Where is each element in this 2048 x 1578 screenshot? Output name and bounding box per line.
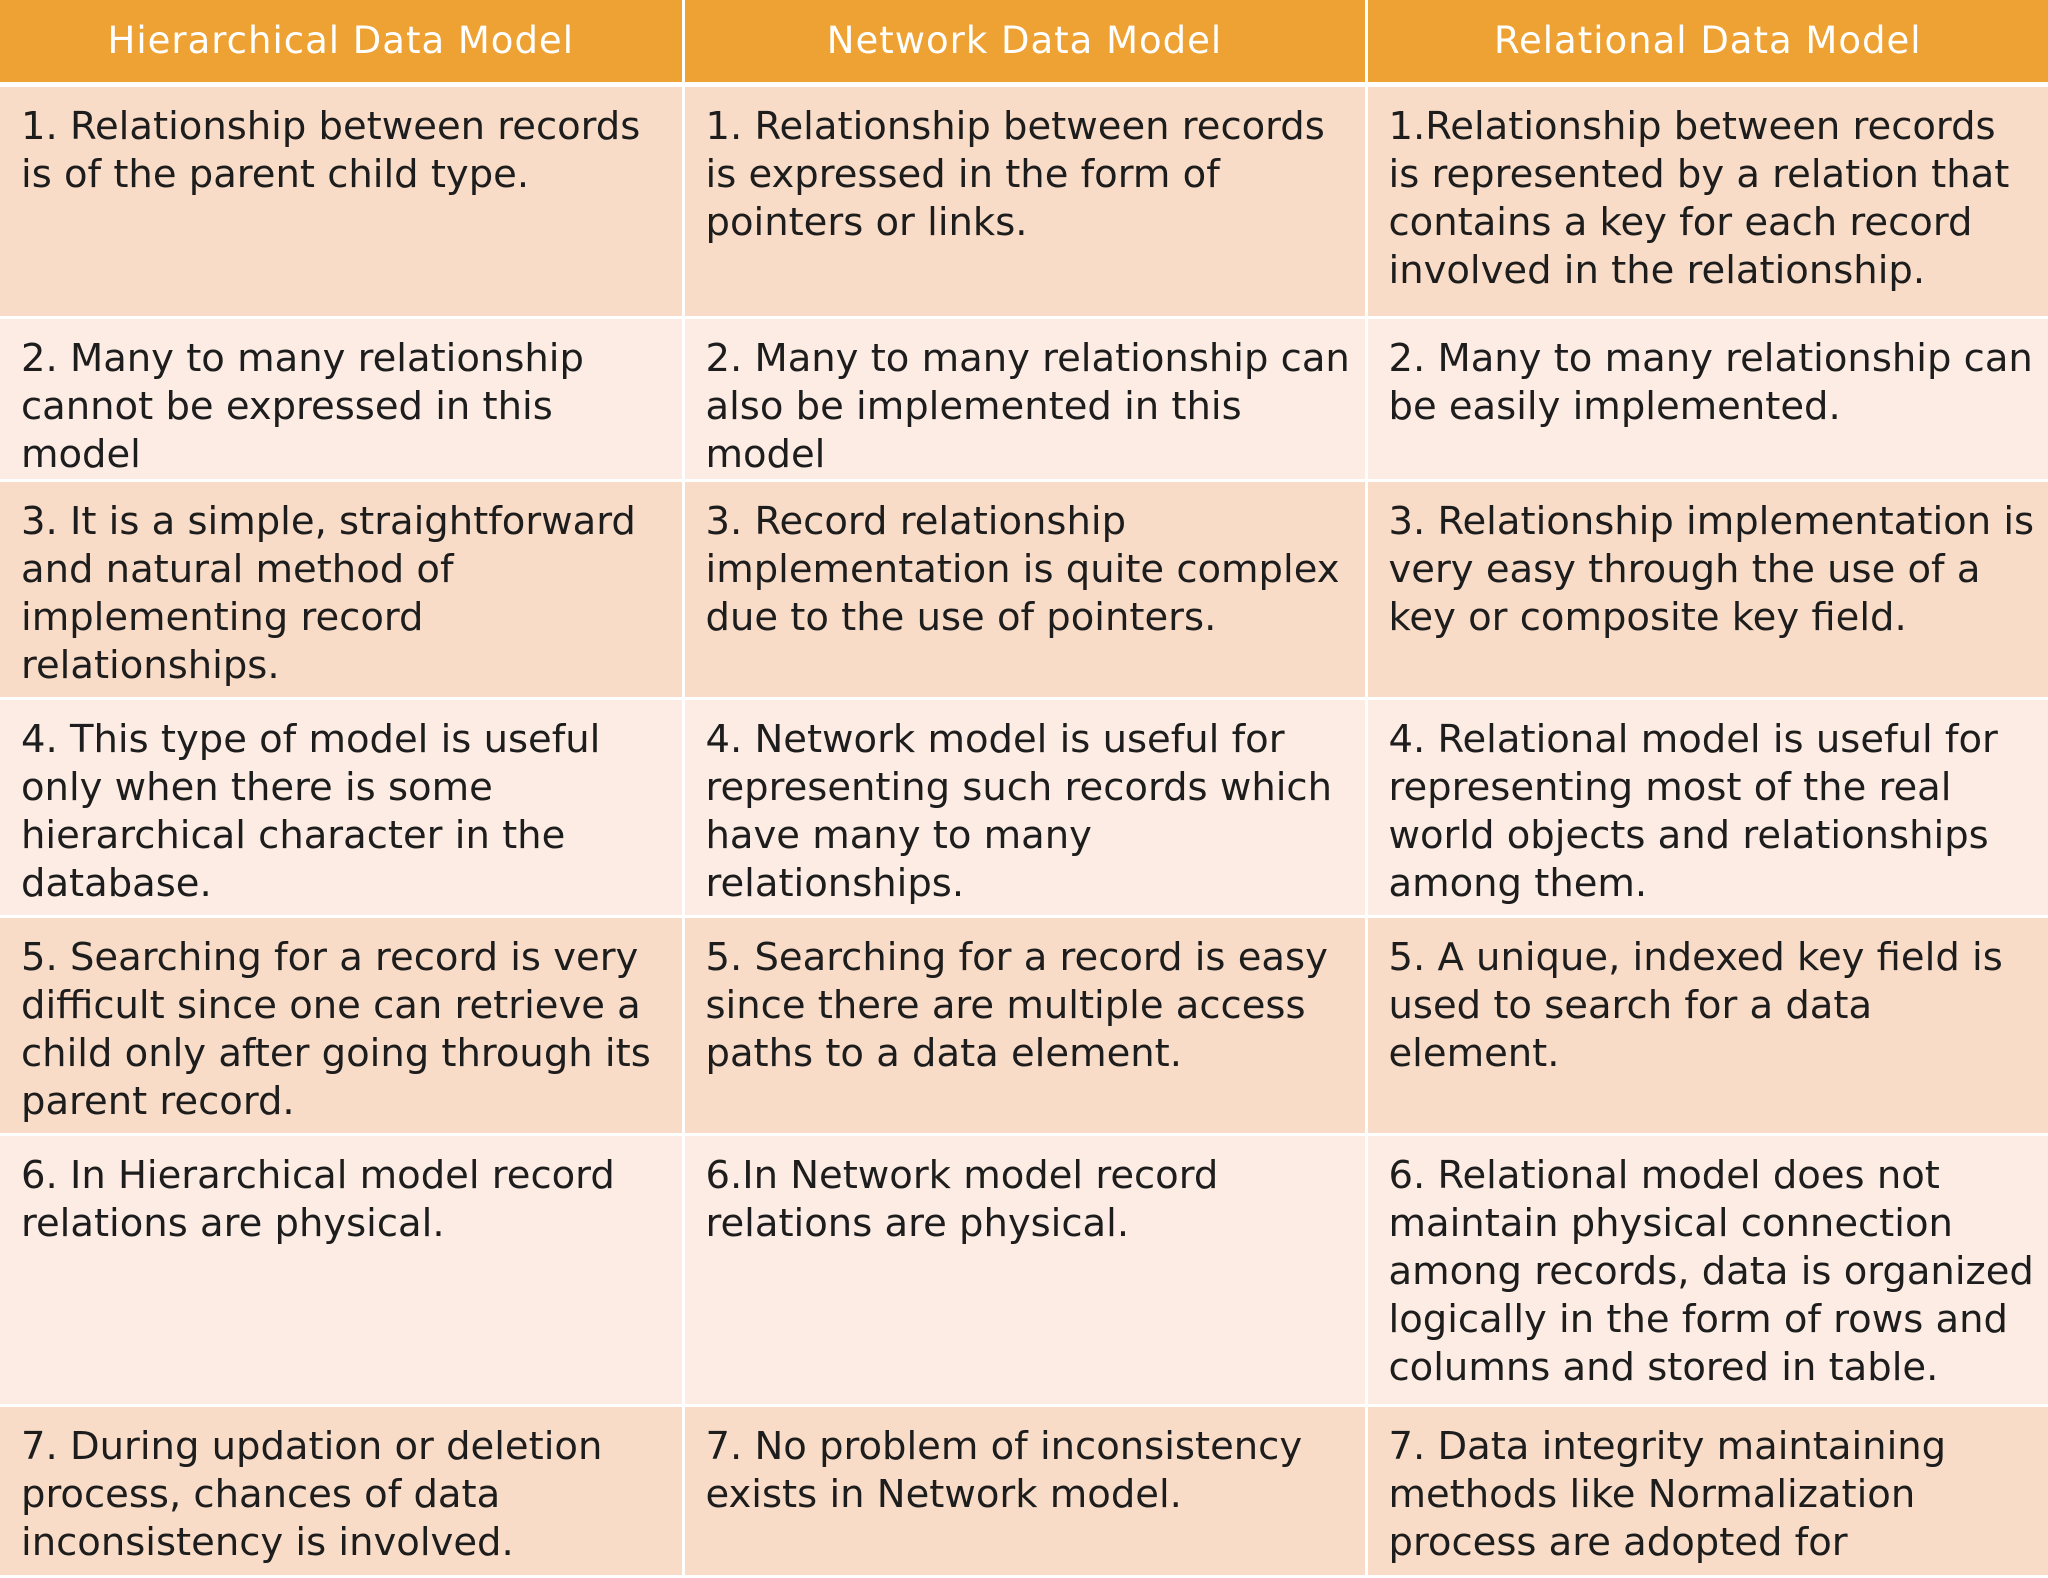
cell-network: 1. Relationship between records is expressed in the form of pointers or links. xyxy=(683,84,1366,317)
table-row xyxy=(0,1405,2048,1576)
cell-hierarchical: 7. During updation or deletion process, chances of data inconsistency is involved. xyxy=(0,1405,683,1576)
table-row xyxy=(0,480,2048,698)
cell-relational: 3. Relationship implementation is very easy through the use of a key or composite key field. xyxy=(1366,480,2048,698)
cell-network: 7. No problem of inconsistency exists in Network model. xyxy=(683,1405,1366,1576)
cell-hierarchical: 5. Searching for a record is very difficult since one can retrieve a child only after going through its parent record. xyxy=(0,916,683,1134)
table-row xyxy=(0,84,2048,317)
cell-network: 6.In Network model record relations are physical. xyxy=(683,1134,1366,1405)
cell-network: 4. Network model is useful for representing such records which have many to many relationships. xyxy=(683,698,1366,916)
cell-relational: 4. Relational model is useful for representing most of the real world objects and relationships among them. xyxy=(1366,698,2048,916)
table-row xyxy=(0,916,2048,1134)
table-row xyxy=(0,1134,2048,1405)
cell-network: 2. Many to many relationship can also be implemented in this model xyxy=(683,317,1366,480)
table-row xyxy=(0,317,2048,480)
cell-hierarchical: 4. This type of model is useful only when there is some hierarchical character in the database. xyxy=(0,698,683,916)
header-hierarchical: Hierarchical Data Model xyxy=(0,0,683,84)
cell-relational: 2. Many to many relationship can be easily implemented. xyxy=(1366,317,2048,480)
cell-network: 5. Searching for a record is easy since there are multiple access paths to a data element. xyxy=(683,916,1366,1134)
cell-relational: 5. A unique, indexed key field is used to search for a data element. xyxy=(1366,916,2048,1134)
cell-relational: 1.Relationship between records is represented by a relation that contains a key for each record involved in the relationship. xyxy=(1366,84,2048,317)
header-relational: Relational Data Model xyxy=(1366,0,2048,84)
header-network: Network Data Model xyxy=(683,0,1366,84)
cell-relational: 6. Relational model does not maintain physical connection among records, data is organized logically in the form of rows and columns and stored in table. xyxy=(1366,1134,2048,1405)
cell-hierarchical: 1. Relationship between records is of the parent child type. xyxy=(0,84,683,317)
cell-hierarchical: 6. In Hierarchical model record relations are physical. xyxy=(0,1134,683,1405)
cell-hierarchical: 2. Many to many relationship cannot be expressed in this model xyxy=(0,317,683,480)
cell-hierarchical: 3. It is a simple, straightforward and natural method of implementing record relationships. xyxy=(0,480,683,698)
header-row xyxy=(0,0,2048,84)
cell-network: 3. Record relationship implementation is quite complex due to the use of pointers. xyxy=(683,480,1366,698)
table-row xyxy=(0,698,2048,916)
cell-relational: 7. Data integrity maintaining methods like Normalization process are adopted for xyxy=(1366,1405,2048,1576)
